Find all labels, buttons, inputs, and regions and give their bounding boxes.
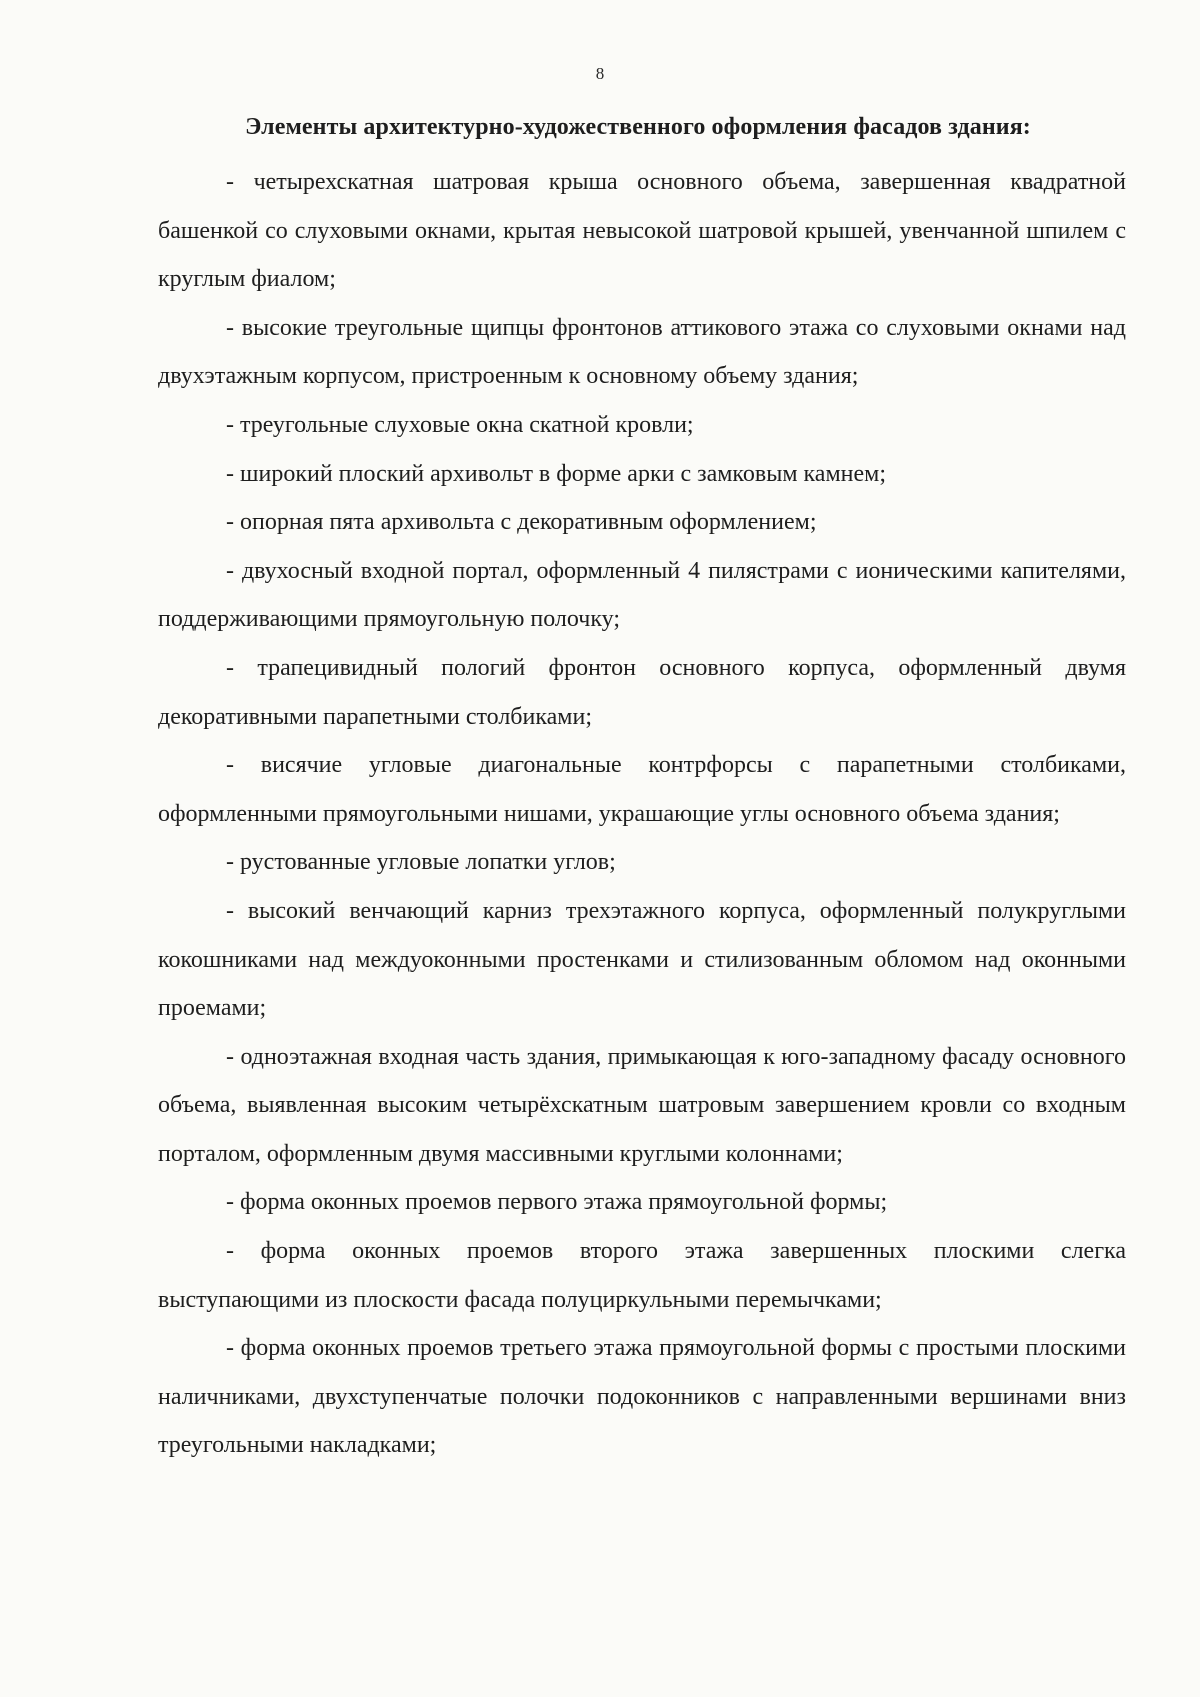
list-item: - четырехскатная шатровая крыша основного объема, завершенная квадратной башенкой со слуховыми окнами, крытая невысокой шатровой крышей, увенчанной шпилем с круглым фиалом; [158, 169, 1126, 293]
list-item: - форма оконных проемов первого этажа прямоугольной формы; [226, 1189, 888, 1216]
list-item: - трапецивидный пологий фронтон основного корпуса, оформленный двумя декоративными парапетными столбиками; [158, 654, 1126, 730]
list-item: - висячие угловые диагональные контрфорсы с парапетными столбиками, оформленными прямоугольными нишами, украшающие углы основного объема здания; [158, 752, 1126, 827]
section-heading: Элементы архитектурно-художественного оформления фасадов здания: [245, 114, 1031, 140]
list-item: - форма оконных проемов второго этажа завершенных плоскими слегка выступающими из плоскости фасада полуциркульными перемычками; [158, 1238, 1126, 1313]
list-item: - высокие треугольные щипцы фронтонов аттикового этажа со слуховыми окнами над двухэтажным корпусом, пристроенным к основному объему здания; [158, 314, 1126, 390]
list-item: - одноэтажная входная часть здания, примыкающая к юго-западному фасаду основного объема, выявленная высоким четырёхскатным шатровым завершением кровли со входным порталом, оформленным двумя массивными круглыми колоннами; [158, 1043, 1126, 1167]
list-item: - треугольные слуховые окна скатной кровли; [226, 411, 694, 438]
list-item: - опорная пята архивольта с декоративным оформлением; [226, 509, 817, 536]
list-item: - высокий венчающий карниз трехэтажного корпуса, оформленный полукруглыми кокошниками над междуоконными простенками и стилизованным обломом над оконными проемами; [158, 897, 1126, 1022]
list-item: - рустованные угловые лопатки углов; [226, 849, 616, 876]
list-item: - двухосный входной портал, оформленный 4 пилястрами с ионическими капителями, поддерживающими прямоугольную полочку; [158, 557, 1126, 633]
features-list [158, 158, 1126, 1470]
list-item: - форма оконных проемов третьего этажа прямоугольной формы с простыми плоскими наличниками, двухступенчатые полочки подоконников с направленными вершинами вниз треугольными накладками; [158, 1335, 1126, 1459]
page-number: 8 [595, 64, 605, 83]
list-item: - широкий плоский архивольт в форме арки с замковым камнем; [226, 460, 886, 487]
